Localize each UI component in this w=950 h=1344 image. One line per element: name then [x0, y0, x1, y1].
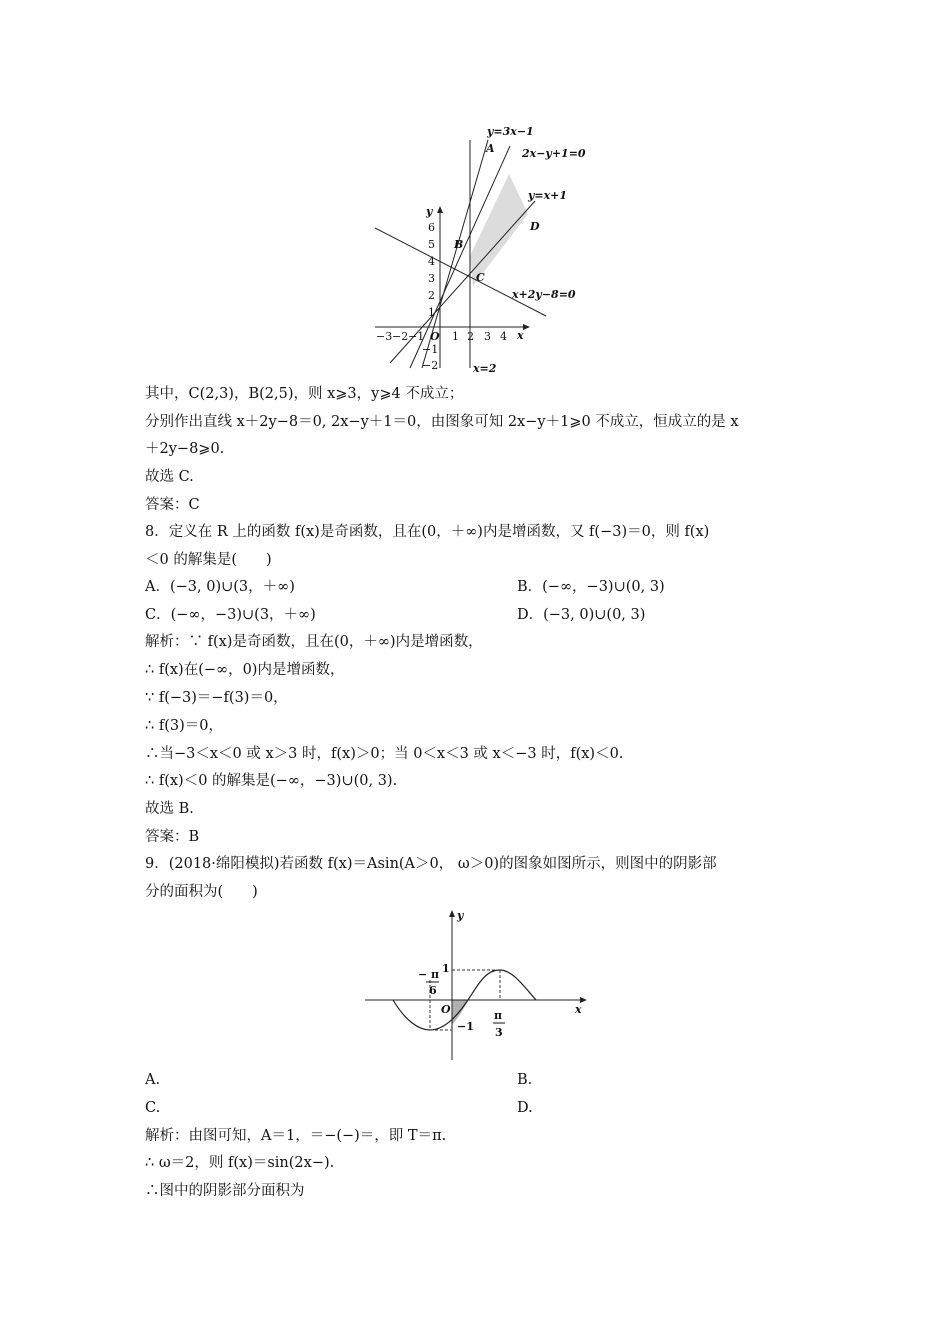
answer-line-8: 答案：B: [145, 829, 200, 845]
solution-8-line-5: ∴当−3＜x＜0 或 x＞3 时，f(x)＞0；当 0＜x＜3 或 x＜−3 时，f(x)＜0.: [145, 746, 624, 762]
x-tick-4: 4: [500, 330, 507, 343]
solution-8-line-7: 故选 B.: [145, 801, 194, 817]
option-8-B: B．(−∞，−3)∪(0, 3): [517, 579, 665, 595]
origin-label: O: [441, 1003, 451, 1016]
question-9-line-1: 9．(2018·绵阳模拟)若函数 f(x)＝Asin(A＞0， ω＞0)的图象如图所示，则图中的阴影部: [145, 856, 717, 872]
tick-one: 1: [442, 962, 450, 975]
y-tick-4: 4: [428, 255, 435, 268]
x-axis-label: x: [575, 1003, 582, 1016]
option-9-D: D.: [517, 1100, 533, 1116]
sine-graph-figure: [360, 905, 590, 1065]
text-line-2: 分别作出直线 x＋2y−8＝0, 2x−y＋1＝0，由图象可知 2x−y＋1⩾0 不成立，恒成立的是 x: [145, 414, 739, 430]
y-axis-arrow: [449, 910, 455, 917]
text-line-3: ＋2y−8⩾0.: [145, 441, 225, 457]
label-2x-y-1: 2x−y+1=0: [522, 147, 586, 160]
y-tick-5: 5: [428, 238, 435, 251]
point-C-label: C: [476, 271, 485, 284]
label-x-2: x=2: [473, 362, 497, 375]
shaded-feasible-region: [470, 174, 528, 286]
x-tick-neg3: −3: [376, 330, 393, 343]
solution-9-line-2: ∴ ω＝2，则 f(x)＝sin(2x−).: [145, 1155, 335, 1171]
y-axis-arrow: [437, 206, 443, 213]
solution-8-line-3: ∵ f(−3)＝−f(3)＝0，: [145, 690, 288, 706]
label-y-x-1: y=x+1: [528, 189, 568, 202]
origin-label: O: [430, 330, 440, 343]
option-9-B: B.: [517, 1072, 533, 1088]
text-line-4: 故选 C.: [145, 469, 194, 485]
option-8-C: C．(−∞，−3)∪(3，＋∞): [145, 607, 316, 623]
x-tick-neg1: −1: [408, 330, 425, 343]
y-tick-3: 3: [428, 272, 435, 285]
tick-neg-one: −1: [457, 1020, 474, 1033]
y-axis-label: y: [426, 205, 433, 218]
y-tick-2: 2: [428, 289, 435, 302]
tick-six: 6: [429, 984, 437, 997]
option-9-A: A.: [145, 1072, 161, 1088]
tick-neg-pi: − π: [418, 968, 440, 981]
option-8-A: A．(−3, 0)∪(3，＋∞): [145, 579, 295, 595]
x-axis-arrow: [523, 324, 530, 330]
solution-9-line-3: ∴图中的阴影部分面积为: [145, 1183, 305, 1199]
solution-8-line-4: ∴ f(3)＝0，: [145, 718, 223, 734]
solution-8-line-2: ∴ f(x)在(−∞，0)内是增函数，: [145, 662, 345, 678]
option-9-C: C.: [145, 1100, 161, 1116]
x-tick-neg2: −2: [392, 330, 409, 343]
x-tick-1: 1: [452, 330, 459, 343]
y-tick-1: 1: [428, 306, 435, 319]
solution-9-line-1: 解析：由图可知，A＝1，＝−(−)＝，即 T＝π.: [145, 1128, 447, 1144]
question-8-line-1: 8．定义在 R 上的函数 f(x)是奇函数，且在(0，＋∞)内是增函数，又 f(−3)＝0，则 f(x): [145, 524, 710, 540]
y-tick-neg2: −2: [422, 359, 439, 372]
answer-line-7: 答案：C: [145, 497, 200, 513]
linear-programming-figure: [360, 118, 600, 380]
x-axis-label: x: [517, 329, 524, 342]
label-x-2y-8: x+2y−8=0: [512, 288, 576, 301]
option-8-D: D．(−3, 0)∪(0, 3): [517, 607, 646, 623]
text-line-1: 其中，C(2,3)，B(2,5)，则 x⩾3，y⩾4 不成立；: [145, 386, 464, 402]
solution-8-line-1: 解析：∵ f(x)是奇函数，且在(0，＋∞)内是增函数，: [145, 634, 483, 650]
point-D-label: D: [530, 220, 540, 233]
x-tick-2: 2: [467, 330, 474, 343]
tick-three: 3: [495, 1026, 503, 1039]
y-tick-6: 6: [428, 221, 435, 234]
tick-pi: π: [494, 1009, 503, 1022]
question-8-line-2: ＜0 的解集是( ): [145, 552, 272, 568]
x-tick-3: 3: [484, 330, 491, 343]
point-B-label: B: [454, 238, 464, 251]
y-axis-label: y: [457, 909, 464, 922]
question-9-line-2: 分的面积为( ): [145, 884, 258, 900]
y-tick-neg1: −1: [422, 343, 439, 356]
solution-8-line-6: ∴ f(x)＜0 的解集是(−∞，−3)∪(0, 3).: [145, 773, 398, 789]
label-y-3x-1: y=3x−1: [487, 125, 534, 138]
point-A-label: A: [486, 142, 495, 155]
